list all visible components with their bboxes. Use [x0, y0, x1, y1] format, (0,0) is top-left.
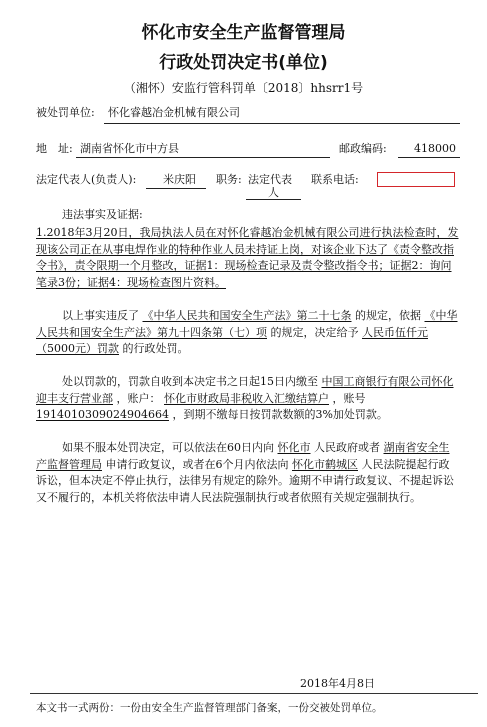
appeal-government: 怀化市 — [277, 441, 311, 454]
document-number: （湘怀）安监行管科罚单〔2018〕hhsrr1号 — [123, 81, 364, 95]
agency-name: 怀化市安全生产监督管理局 — [141, 23, 346, 43]
party-name-underline — [104, 123, 460, 124]
payment-paragraph — [36, 374, 460, 424]
penalty-basis-law: 《中华人民共和国安全生产法》第九十四条第（七）项 — [36, 309, 458, 339]
phone-field — [377, 172, 455, 187]
postcode-label: 邮政编码: — [339, 142, 387, 155]
address-underline — [76, 157, 330, 158]
appeal-agency: 湖南省安全生产监督管理局 — [36, 441, 450, 471]
address-label: 地 址: — [36, 142, 73, 155]
decision-date: 2018年4月8日 — [300, 677, 375, 690]
appeal-text-4: 人民法院提起行政诉讼，但本决定不停止执行，法律另有规定的除外。逾期不申请行政复议、不提起诉讼又不履行的，本机关将依法申请人民法院强制执行或者依照有关规定强制执行。 — [36, 457, 454, 504]
phone-label: 联系电话: — [311, 173, 359, 186]
payment-text-3: ，账号 — [332, 391, 366, 405]
appeal-text-2: 人民政府或者 — [314, 441, 380, 454]
postcode-value: 418000 — [414, 142, 456, 155]
legal-rep-label: 法定代表人(负责人): — [36, 173, 137, 186]
appeal-text-3: 申请行政复议，或者在6个月内依法向 — [105, 457, 289, 471]
violation-text-4: 的行政处罚。 — [122, 342, 189, 356]
appeal-paragraph — [36, 440, 460, 506]
party-name-value: 怀化睿越冶金机械有限公司 — [108, 106, 240, 119]
fact-1: 1.2018年3月20日，我局执法人员在对怀化睿越冶金机械有限公司进行执法检查时，发现该公司正在从事电焊作业的特种作业人员未持证上岗，对该企业下达了《责令整改指令书》，责令限期一个月整改，证据1：现场检查记录及责令整改指令书；证据2：询问笔录3份；证据4：现场检查图片资料。 — [36, 226, 459, 289]
address-value: 湖南省怀化市中方县 — [80, 142, 179, 155]
violated-law: 《中华人民共和国安全生产法》第二十七条 — [142, 309, 352, 322]
document-title: 行政处罚决定书(单位) — [159, 53, 328, 73]
fact-paragraph — [36, 225, 460, 291]
position-value-line2: 人 — [268, 186, 279, 199]
appeal-court: 怀化市鹤城区 — [292, 457, 358, 471]
party-name-label: 被处罚单位: — [36, 106, 95, 119]
postcode-underline — [398, 157, 460, 158]
legal-rep-value: 米庆阳 — [163, 173, 196, 186]
appeal-text-1: 如果不服本处罚决定，可以依法在60日内向 — [62, 441, 274, 454]
position-value-line1: 法定代表 — [248, 173, 292, 186]
payment-account-name: 怀化市财政局非税收入汇缴结算户 — [164, 391, 329, 405]
facts-heading: 违法事实及证据: — [62, 208, 143, 221]
payment-text-4: ，到期不缴每日按罚款数额的3%加处罚款。 — [172, 408, 388, 422]
payment-bank: 中国工商银行有限公司怀化迎丰支行营业部 — [36, 375, 454, 405]
payment-text-2: ，账户： — [116, 391, 161, 405]
penalty-amount: 人民币伍仟元（5000元）罚款 — [36, 325, 428, 356]
legal-rep-underline — [146, 188, 206, 189]
position-underline — [246, 199, 301, 200]
violation-text-2: 的规定，依据 — [355, 309, 421, 322]
violation-text-3: 的规定，决定给予 — [270, 325, 359, 339]
payment-text-1: 处以罚款的，罚款自收到本决定书之日起15日内缴至 — [62, 375, 318, 388]
violation-text-1: 以上事实违反了 — [62, 309, 139, 322]
footer-divider — [30, 693, 478, 694]
violation-paragraph — [36, 308, 460, 358]
payment-account-number: 1914010309024904664 — [36, 408, 169, 422]
footer-note: 本文书一式两份：一份由安全生产监督管理部门备案，一份交被处罚单位。 — [36, 702, 383, 714]
position-label: 职务: — [216, 173, 242, 186]
